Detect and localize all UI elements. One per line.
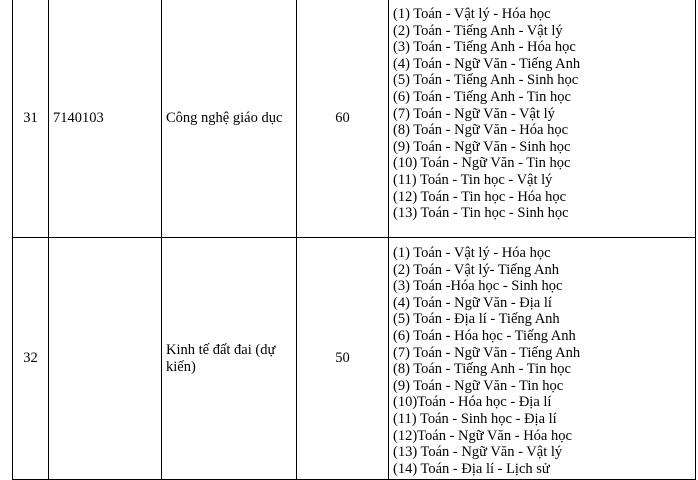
subject-combinations [389,0,696,238]
enrollment-quota: 50 [297,238,389,480]
combination-item: (9) Toán - Ngữ Văn - Tin học [393,377,564,394]
combination-item: (8) Toán - Tiếng Anh - Tin học [393,361,571,378]
combination-item: (12) Toán - Tin học - Hóa học [393,188,567,205]
table-row-32 [13,238,696,480]
combination-item: (3) Toán -Hóa học - Sinh học [393,278,563,295]
admissions-table [12,0,696,480]
combination-item: (5) Toán - Tiếng Anh - Sinh học [393,72,579,89]
combination-item: (4) Toán - Ngữ Văn - Tiếng Anh [393,55,581,72]
program-name: Công nghệ giáo dục [162,0,297,238]
combination-item: (7) Toán - Ngữ Văn - Vật lý [393,105,555,122]
program-code [49,238,162,480]
combination-item: (2) Toán - Tiếng Anh - Vật lý [393,22,563,39]
subject-combinations [389,238,696,480]
row-number: 31 [13,0,49,238]
combination-item: (6) Toán - Tiếng Anh - Tin học [393,88,571,105]
combination-item: (2) Toán - Vật lý- Tiếng Anh [393,261,560,278]
combination-item: (9) Toán - Ngữ Văn - Sinh học [393,138,571,155]
program-code: 7140103 [49,0,162,238]
combination-item: (13) Toán - Tin học - Sinh học [393,205,569,222]
combination-item: (8) Toán - Ngữ Văn - Hóa học [393,122,569,139]
combination-item: (14) Toán - Địa lí - Lịch sử [393,460,550,477]
combination-item: (10) Toán - Ngữ Văn - Tin học [393,155,571,172]
combination-item: (11) Toán - Tin học - Vật lý [393,171,553,188]
combination-item: (3) Toán - Tiếng Anh - Hóa học [393,39,576,56]
combination-item: (6) Toán - Hóa học - Tiếng Anh [393,327,576,344]
combination-item: (10)Toán - Hóa học - Địa lí [393,394,552,411]
combination-item: (5) Toán - Địa lí - Tiếng Anh [393,311,560,328]
enrollment-quota: 60 [297,0,389,238]
combination-item: (1) Toán - Vật lý - Hóa học [393,245,551,261]
combination-item: (11) Toán - Sinh học - Địa lí [393,410,557,427]
program-name: Kinh tế đất đai (dự kiến) [162,238,297,480]
combination-item: (12)Toán - Ngữ Văn - Hóa học [393,427,572,444]
table-row-31 [13,0,696,238]
combination-item: (1) Toán - Vật lý - Hóa học [393,6,551,22]
combination-item: (7) Toán - Ngữ Văn - Tiếng Anh [393,344,581,361]
combination-item: (4) Toán - Ngữ Văn - Địa lí [393,294,552,311]
row-number: 32 [13,238,49,480]
combination-item: (13) Toán - Ngữ Văn - Vật lý [393,444,563,461]
